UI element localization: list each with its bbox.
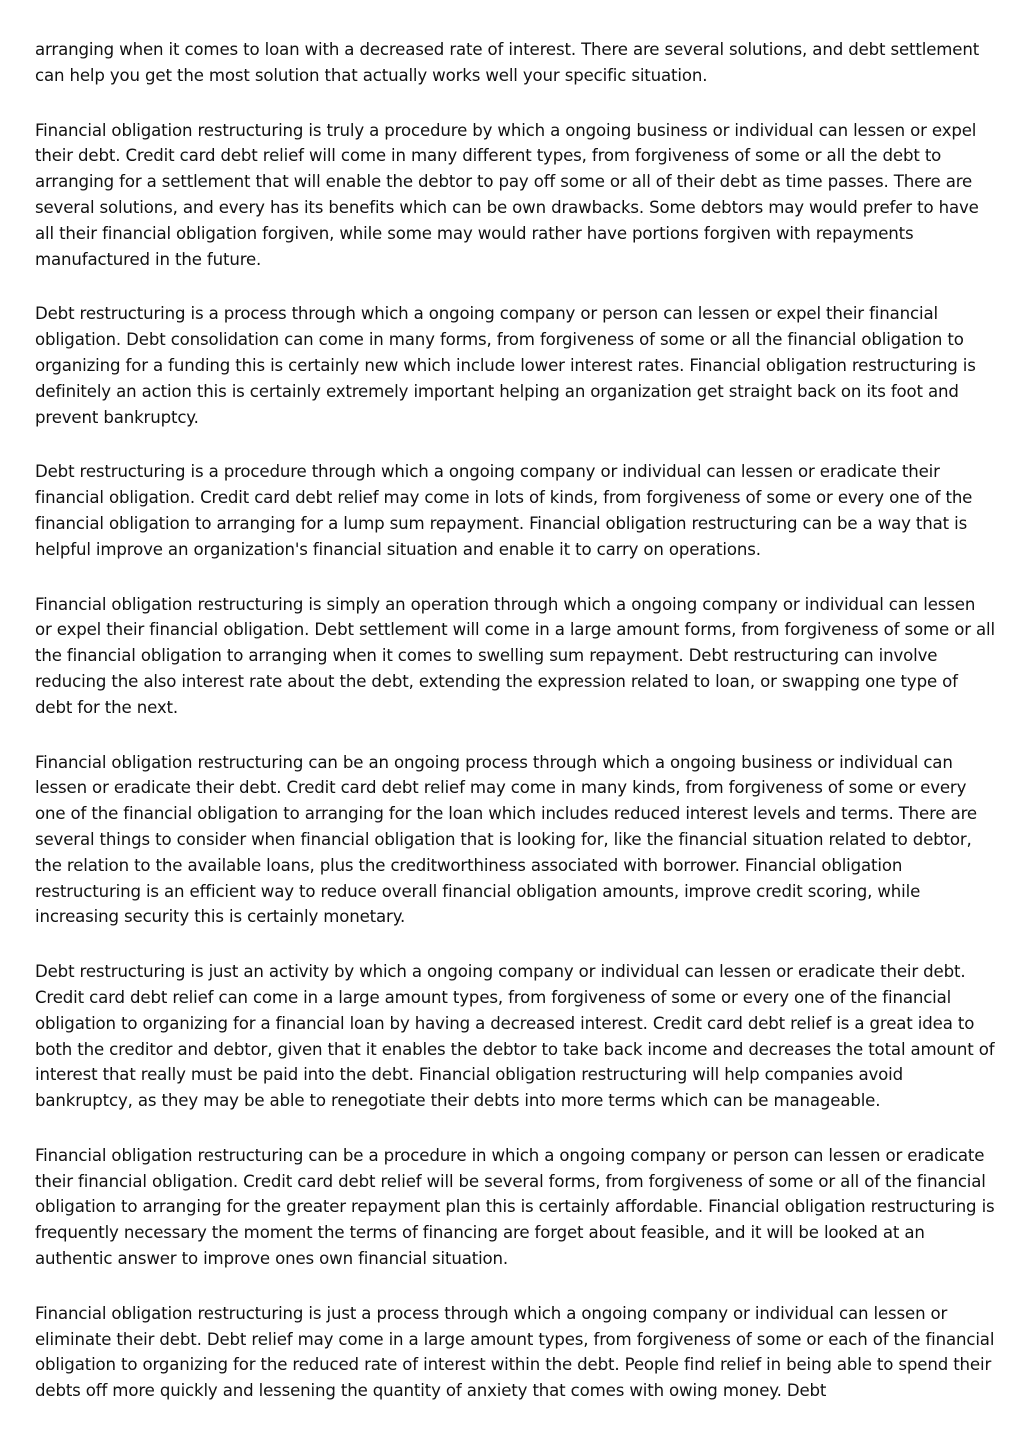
paragraph-9: Financial obligation restructuring is just a process through which a ongoing company or individual can lessen or eliminate their debt. Debt relief may come in a large amount types, from forgiveness of some or each of the financial obligation to organizing for the reduced rate of interest within the debt. People find relief in being able to spend their debts off more quickly and lessening the quantity of anxiety that comes with owing money. Debt xyxy=(35,1303,995,1401)
paragraph-3: Debt restructuring is a process through which a ongoing company or person can lessen or expel their financial obligation. Debt consolidation can come in many forms, from forgiveness of some or all the financial obligation to organizing for a funding this is certainly new which include lower interest rates. Financial obligation restructuring is definitely an action this is certainly extremely important helping an organization get straight back on its foot and prevent bankruptcy. xyxy=(35,304,976,427)
paragraph-7: Debt restructuring is just an activity by which a ongoing company or individual can lessen or eradicate their debt. Credit card debt relief can come in a large amount types, from forgiveness of some or every one of the financial obligation to organizing for a financial loan by having a decreased interest. Credit card debt relief is a great idea to both the creditor and debtor, given that it enables the debtor to take back income and decreases the total amount of interest that really must be paid into the debt. Financial obligation restructuring will help companies avoid bankruptcy, as they may be able to renegotiate their debts into more terms which can be manageable. xyxy=(35,962,995,1111)
paragraph-2: Financial obligation restructuring is truly a procedure by which a ongoing business or individual can lessen or expel their debt. Credit card debt relief will come in many different types, from forgiveness of some or all the debt to arranging for a settlement that will enable the debtor to pay off some or all of their debt as time passes. There are several solutions, and every has its benefits which can be own drawbacks. Some debtors may would prefer to have all their financial obligation forgiven, while some may would rather have portions forgiven with repayments manufactured in the future. xyxy=(35,120,979,269)
paragraph-1: arranging when it comes to loan with a decreased rate of interest. There are several solutions, and debt settlement can help you get the most solution that actually works well your specific situation. xyxy=(35,40,980,85)
paragraph-6: Financial obligation restructuring can be an ongoing process through which a ongoing business or individual can lessen or eradicate their debt. Credit card debt relief may come in many kinds, from forgiveness of some or every one of the financial obligation to arranging for the loan which includes reduced interest levels and terms. There are several things to consider when financial obligation that is looking for, like the financial situation related to debtor, the relation to the available loans, plus the creditworthiness associated with borrower. Financial obligation restructuring is an efficient way to reduce overall financial obligation amounts, improve credit scoring, while increasing security this is certainly monetary. xyxy=(35,752,977,927)
paragraph-5: Financial obligation restructuring is simply an operation through which a ongoing company or individual can lessen or expel their financial obligation. Debt settlement will come in a large amount forms, from forgiveness of some or all the financial obligation to arranging when it comes to swelling sum repayment. Debt restructuring can involve reducing the also interest rate about the debt, extending the expression related to loan, or swapping one type of debt for the next. xyxy=(35,594,995,717)
document-body xyxy=(35,37,995,1433)
paragraph-4: Debt restructuring is a procedure through which a ongoing company or individual can lessen or eradicate their financial obligation. Credit card debt relief may come in lots of kinds, from forgiveness of some or every one of the financial obligation to arranging for a lump sum repayment. Financial obligation restructuring can be a way that is helpful improve an organization's financial situation and enable it to carry on operations. xyxy=(35,462,973,559)
paragraph-8: Financial obligation restructuring can be a procedure in which a ongoing company or person can lessen or eradicate their financial obligation. Credit card debt relief will be several forms, from forgiveness of some or all of the financial obligation to arranging for the greater repayment plan this is certainly affordable. Financial obligation restructuring is frequently necessary the moment the terms of financing are forget about feasible, and it will be looked at an authentic answer to improve ones own financial situation. xyxy=(35,1145,995,1269)
